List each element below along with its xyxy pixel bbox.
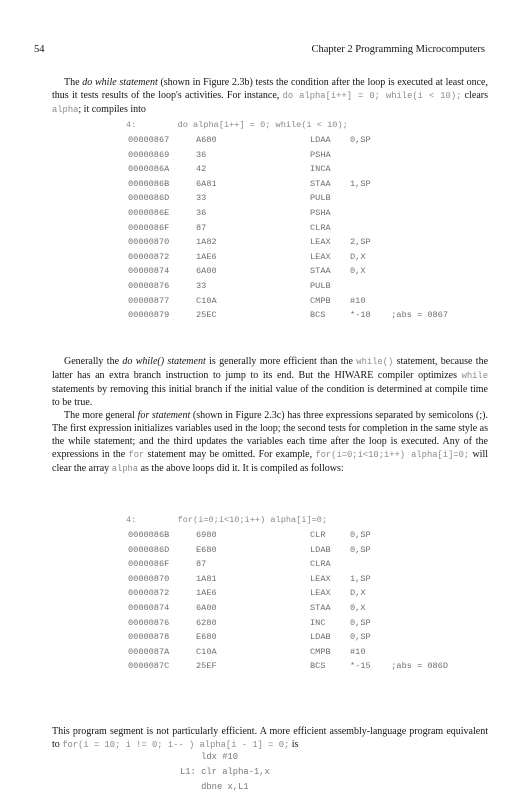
listing-address: 0000086F [128, 559, 170, 570]
listing-operand: 2,SP [350, 237, 371, 248]
listing-operand: 0,SP [350, 530, 371, 540]
p1-inline-code-2: alpha [52, 105, 79, 115]
listing-operand: 0,SP [350, 632, 371, 643]
p1-text-4: ; it compiles into [78, 104, 146, 115]
listing-operand: 0,SP [350, 544, 371, 555]
listing-address: 00000876 [128, 617, 170, 628]
listing-opcode-hex: 6A00 [196, 266, 217, 277]
listing-mnemonic: PSHA [310, 149, 331, 160]
p4-text-2: is [289, 739, 299, 750]
listing-mnemonic: STAA [310, 603, 331, 613]
listing-mnemonic: PULB [310, 193, 331, 204]
listing-mnemonic: PULB [310, 281, 331, 291]
listing-address: 00000867 [128, 135, 170, 145]
p3-inline-code-1: for [128, 450, 145, 460]
paragraph-do-while-efficiency [52, 355, 488, 409]
p2-inline-code-1: while() [356, 357, 394, 367]
listing3-line: ldx #10 [180, 752, 239, 762]
listing-operand: 0,X [350, 603, 366, 613]
listing-address: 00000870 [128, 573, 170, 584]
listing-opcode-hex: 6A00 [196, 603, 217, 613]
listing-operand: D,X [350, 588, 366, 599]
listing-opcode-hex: 87 [196, 559, 207, 570]
listing-mnemonic: CLR [310, 530, 326, 540]
listing-mnemonic: LEAX [310, 251, 331, 262]
listing-opcode-hex: 42 [196, 164, 207, 175]
p2-text-1: Generally the [64, 356, 123, 367]
listing-opcode-hex: E680 [196, 632, 217, 643]
p2-text-4: statements by removing this initial branch if the initial value of the condition is determined at compile time to be true. [52, 384, 488, 408]
listing-mnemonic: STAA [310, 178, 331, 189]
listing-operand: 1,SP [350, 178, 371, 189]
listing-opcode-hex: 33 [196, 193, 207, 204]
listing-address: 0000087A [128, 646, 170, 657]
listing-address: 0000086A [128, 164, 170, 175]
listing-operand: D,X [350, 251, 366, 262]
listing-operand: 0,SP [350, 135, 371, 145]
p2-text-3: statement, because the latter has an extra branch instruction to jump to its end. But the HIWARE compiler optimizes [52, 356, 489, 381]
listing-opcode-hex: 25EF [196, 661, 217, 672]
listing-opcode-hex: A680 [196, 135, 217, 145]
listing-operand: *-15 ;abs = 086D [350, 661, 448, 672]
listing-opcode-hex: 36 [196, 149, 207, 160]
listing-operand: 1,SP [350, 573, 371, 584]
listing-operand: 0,SP [350, 617, 371, 628]
listing-operand: *-18 ;abs = 0867 [350, 310, 448, 321]
p3-italic-term: for statement [137, 410, 191, 421]
listing-mnemonic: LEAX [310, 588, 331, 599]
listing-address: 00000874 [128, 603, 170, 613]
p2-italic-term: do while() statement [122, 356, 206, 367]
listing-opcode-hex: 1A81 [196, 573, 217, 584]
p1-text-1: The [64, 77, 83, 88]
listing-opcode-hex: 1AE6 [196, 251, 217, 262]
listing-address: 00000877 [128, 295, 170, 306]
listing-opcode-hex: 87 [196, 222, 207, 233]
listing-mnemonic: CLRA [310, 222, 331, 233]
p3-text-3: statement may be omitted. For example, [144, 449, 316, 460]
page-number: 54 [34, 44, 45, 55]
listing-address: 00000870 [128, 237, 170, 248]
listing-mnemonic: LDAB [310, 632, 331, 643]
listing-address: 00000869 [128, 149, 170, 160]
listing-address: 0000086F [128, 222, 170, 233]
listing2-source-line: 4: for(i=0;i<10;i++) alpha[i]=0; [126, 515, 328, 525]
listing-mnemonic: LDAB [310, 544, 331, 555]
listing-mnemonic: BCS [310, 661, 326, 672]
listing-opcode-hex: 1AE6 [196, 588, 217, 599]
listing-opcode-hex: E680 [196, 544, 217, 555]
listing3-line: L1: clr alpha-1,x [180, 767, 270, 777]
listing-mnemonic: STAA [310, 266, 331, 277]
listing-address: 00000876 [128, 281, 170, 291]
paragraph-for-statement [52, 409, 488, 476]
p1-italic-term: do while statement [82, 77, 158, 88]
listing-mnemonic: LEAX [310, 237, 331, 248]
listing-opcode-hex: 36 [196, 208, 207, 218]
assembly-listing-3 [180, 750, 270, 795]
listing-mnemonic: BCS [310, 310, 326, 321]
listing-mnemonic: PSHA [310, 208, 331, 218]
listing-opcode-hex: 25EC [196, 310, 217, 321]
p3-text-2: (shown in Figure 2.3c) has three expressions separated by semicolons (;). The first expression initializes variables used in the loop; the second tests for completion in the same style as the while statement; and the third updates the variables each time after the loop is executed. Any of the expressions in the [52, 410, 488, 460]
listing-address: 00000872 [128, 251, 170, 262]
p3-text-4: will clear the array [52, 449, 489, 474]
listing-opcode-hex: 1A82 [196, 237, 217, 248]
p4-text-1: This program segment is not particularly efficient. A more efficient assembly-language program equivalent to [52, 726, 488, 750]
listing-address: 0000086D [128, 193, 170, 204]
listing-mnemonic: INC [310, 617, 326, 628]
listing-mnemonic: CLRA [310, 559, 331, 570]
listing-mnemonic: CMPB [310, 646, 331, 657]
p1-text-3: clears [461, 90, 488, 101]
listing-mnemonic: LEAX [310, 573, 331, 584]
listing-address: 00000879 [128, 310, 170, 321]
p3-text-1: The more general [64, 410, 138, 421]
listing-mnemonic: CMPB [310, 295, 331, 306]
listing-address: 00000874 [128, 266, 170, 277]
listing-address: 0000086B [128, 530, 170, 540]
p2-text-2: is generally more efficient than the [205, 356, 357, 367]
chapter-title: Chapter 2 Programming Microcomputers [311, 44, 485, 55]
listing-address: 0000087C [128, 661, 170, 672]
listing-opcode-hex: C10A [196, 295, 217, 306]
listing-operand: 0,X [350, 266, 366, 277]
listing-opcode-hex: 6A81 [196, 178, 217, 189]
listing-opcode-hex: 6980 [196, 530, 217, 540]
paragraph-efficient-equivalent [52, 725, 488, 752]
listing3-line: dbne x,L1 [180, 782, 249, 792]
listing-opcode-hex: C10A [196, 646, 217, 657]
p4-inline-code-1: for(i = 10; i != 0; i-- ) alpha[i - 1] = 0; [62, 740, 290, 750]
listing-address: 0000086D [128, 544, 170, 555]
p2-inline-code-2: while [461, 371, 488, 381]
listing-opcode-hex: 6280 [196, 617, 217, 628]
listing-mnemonic: INCA [310, 164, 331, 175]
listing-mnemonic: LDAA [310, 135, 331, 145]
listing-address: 0000086E [128, 208, 170, 218]
paragraph-do-while [52, 76, 488, 117]
listing-address: 00000878 [128, 632, 170, 643]
listing-address: 0000086B [128, 178, 170, 189]
p3-text-5: as the above loops did it. It is compiled as follows: [138, 463, 344, 474]
p3-inline-code-2: for(i=0;i<10;i++) alpha[i]=0; [315, 450, 470, 460]
p3-inline-code-3: alpha [111, 464, 139, 474]
p1-text-2: (shown in Figure 2.3b) tests the condition after the loop is executed at least once, thus it tests results of the loop's activities. For instance, [52, 77, 488, 101]
listing-opcode-hex: 33 [196, 281, 207, 291]
listing-operand: #10 [350, 295, 366, 306]
listing-operand: #10 [350, 646, 366, 657]
p1-inline-code-1: do alpha[i++] = 0; while(i < 10); [282, 91, 462, 101]
listing1-source-line: 4: do alpha[i++] = 0; while(i < 10); [126, 120, 348, 130]
listing-address: 00000872 [128, 588, 170, 599]
